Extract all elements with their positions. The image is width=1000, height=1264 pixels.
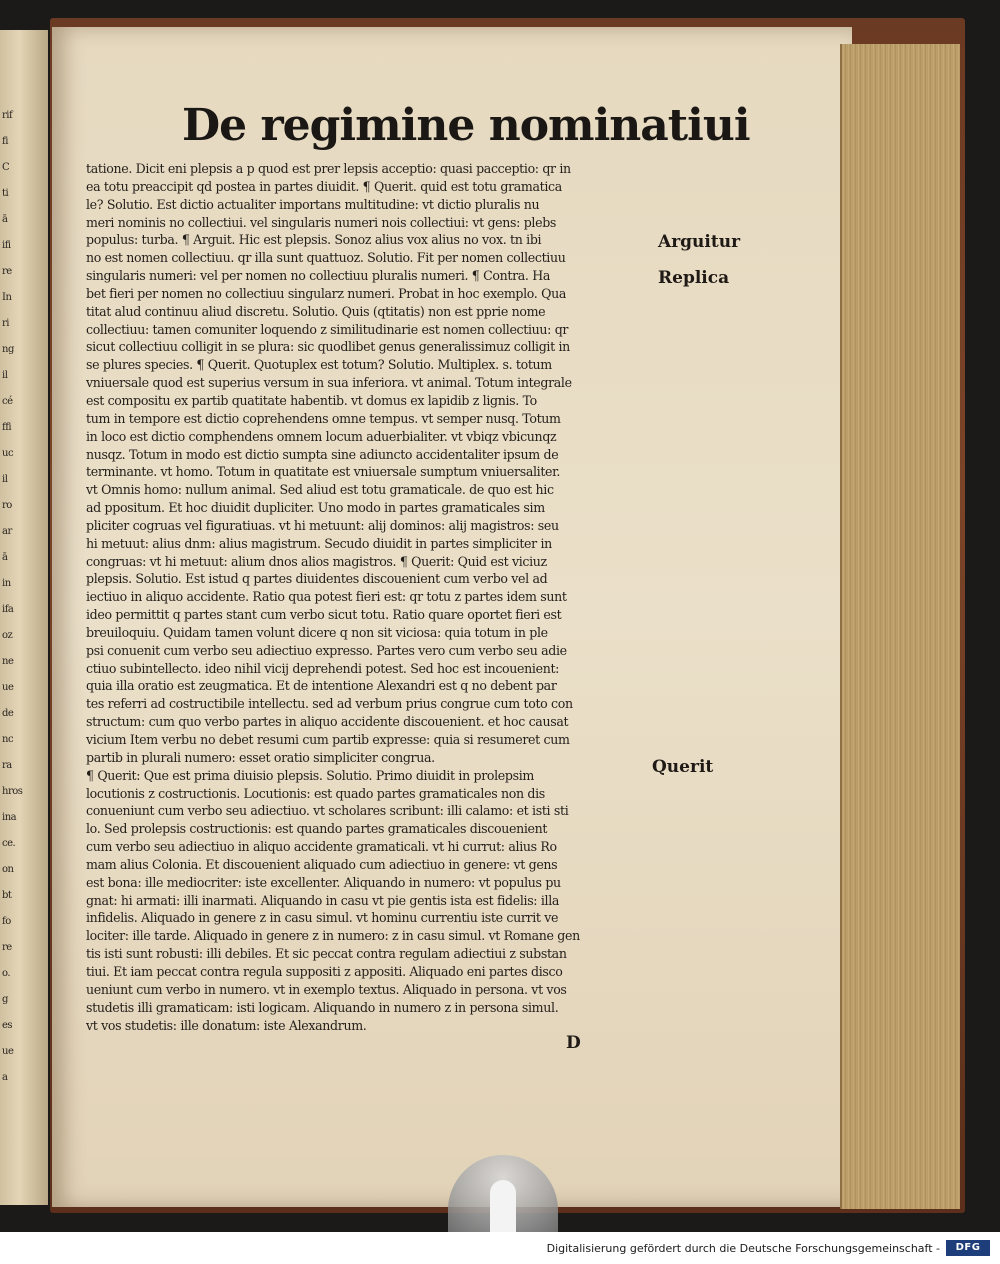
text-line: studetis illi gramaticam: isti logicam. Aliquando in numero z in persona simul.	[86, 999, 559, 1015]
text-line: in loco est dictio comphendens omnem locum aduerbialiter. vt vbiqz vbicunqz	[86, 428, 557, 444]
text-line: vt vos studetis: ille donatum: iste Alexandrum.	[86, 1017, 367, 1033]
text-line: psi conuenit cum verbo seu adiectiuo expresso. Partes vero cum verbo seu adie	[86, 642, 567, 658]
left-page-fragment: ifi	[2, 240, 11, 251]
left-page-fragment: ue	[2, 682, 14, 693]
footer-credit: Digitalisierung gefördert durch die Deutsche Forschungsgemeinschaft -	[546, 1242, 940, 1255]
left-page-fragment: fi	[2, 136, 8, 147]
text-line: singularis numeri: vel per nomen no collectiuu pluralis numeri. ¶ Contra. Ha	[86, 268, 551, 284]
marginal-note-querit: Querit	[652, 757, 714, 777]
text-line: gnat: hi armati: illi inarmati. Aliquando in casu vt pie gentis ista est fidelis: illa	[86, 892, 560, 908]
left-page-fragment: hros	[2, 786, 23, 797]
left-page-fragment: C	[2, 162, 10, 173]
text-line: ctiuo subintellecto. ideo nihil vicij deprehendi potest. Sed hoc est incouenient:	[86, 660, 560, 676]
dfg-logo: DFG	[946, 1240, 990, 1256]
text-line: le? Solutio. Est dictio actualiter importans multitudine: vt dictio pluralis nu	[86, 196, 540, 212]
text-line: ad ppositum. Et hoc diuidit dupliciter. Uno modo in partes gramaticales sim	[86, 500, 545, 516]
text-line: ¶ Querit: Que est prima diuisio plepsis. Solutio. Primo diuidit in prolepsim	[86, 767, 534, 783]
text-line: vt Omnis homo: nullum animal. Sed aliud est totu gramaticale. de quo est hic	[86, 482, 554, 498]
left-page-fragment: il	[2, 370, 8, 381]
text-line: congruas: vt hi metuut: alium dnos alios magistros. ¶ Querit: Quid est viciuz	[86, 553, 547, 569]
left-page-fragment: ā	[2, 552, 8, 563]
text-line: titat alud continuu aliud discretu. Solutio. Quis (qtitatis) non est pprie nome	[86, 303, 546, 319]
left-page-fragment: In	[2, 292, 12, 303]
left-page-fragment: de	[2, 708, 14, 719]
text-line: quia illa oratio est zeugmatica. Et de intentione Alexandri est q no debent par	[86, 678, 557, 694]
text-line: lo. Sed prolepsis costructionis: est quando partes gramaticales discouenient	[86, 821, 548, 837]
left-page-fragment: o.	[2, 968, 11, 979]
left-page-fragment: a	[2, 1072, 8, 1083]
text-line: se plures species. ¶ Querit. Quotuplex est totum? Solutio. Multiplex. s. totum	[86, 357, 552, 373]
text-line: est bona: ille mediocriter: iste excellenter. Aliquando in numero: vt populus pu	[86, 874, 561, 890]
text-line: est compositu ex partib quatitate habentib. vt domus ex lapidib z lignis. To	[86, 392, 537, 408]
left-page-fragment: oz	[2, 630, 13, 641]
text-line: locutionis z costructionis. Locutionis: est quado partes gramaticales non dis	[86, 785, 545, 801]
text-line: structum: cum quo verbo partes in aliquo accidente discouenient. et hoc causat	[86, 714, 569, 730]
left-page-fragment: fo	[2, 916, 11, 927]
left-page-edge	[0, 30, 48, 1205]
left-page-fragment: uc	[2, 448, 14, 459]
text-line: no est nomen collectiuu. qr illa sunt quattuoz. Solutio. Fit per nomen collectiuu	[86, 250, 566, 266]
left-page-fragment: rif	[2, 110, 13, 121]
left-page-fragment: ina	[2, 812, 17, 823]
text-line: vicium Item verbu no debet resumi cum partib expresse: quia si resumeret cum	[86, 732, 570, 747]
body-text	[86, 160, 656, 1034]
text-line: vniuersale quod est superius versum in sua inferiora. vt animal. Totum integrale	[86, 375, 572, 391]
text-line: sicut collectiuu colligit in se plura: sic quodlibet genus generalissimuz colligit in	[86, 339, 570, 355]
left-page-fragment: ā	[2, 214, 8, 225]
footer-bar	[0, 1232, 1000, 1264]
text-line: terminante. vt homo. Totum in quatitate est vniuersale sumptum vniuersaliter.	[86, 464, 561, 480]
left-page-fragment: in	[2, 578, 11, 589]
left-page-fragment: re	[2, 266, 12, 277]
text-line: lociter: ille tarde. Aliquado in genere z in numero: z in casu simul. vt Romane gen	[86, 928, 580, 944]
page-heading: De regimine nominatiui	[182, 100, 750, 151]
text-line: tiui. Et iam peccat contra regula suppositi z appositi. Aliquado eni partes disco	[86, 963, 563, 979]
left-page-fragment: on	[2, 864, 14, 875]
text-line: tatione. Dicit eni plepsis a p quod est prer lepsis acceptio: quasi pacceptio: qr in	[86, 161, 571, 176]
text-line: iectiuo in aliquo accidente. Ratio qua potest fieri est: qr totu z partes idem sunt	[86, 589, 567, 605]
left-page-fragment: il	[2, 474, 8, 485]
left-page-fragment: ffi	[2, 422, 12, 433]
text-line: infidelis. Aliquado in genere z in casu simul. vt hominu currentiu iste currit ve	[86, 910, 559, 926]
left-page-fragment: ce.	[2, 838, 16, 849]
left-page-fragment: ne	[2, 656, 14, 667]
marginal-note-replica: Replica	[658, 268, 730, 288]
left-page-fragment: g	[2, 994, 8, 1005]
left-page-fragment: ifa	[2, 604, 14, 615]
left-page-fragment: ro	[2, 500, 12, 511]
left-page-fragment: ue	[2, 1046, 14, 1057]
text-line: populus: turba. ¶ Arguit. Hic est plepsis. Sonoz alius vox alius no vox. tn ibi	[86, 232, 542, 248]
text-line: breuiloquiu. Quidam tamen volunt dicere q non sit viciosa: quia totum in ple	[86, 624, 548, 640]
text-line: cum verbo seu adiectiuo in aliquo accidente gramaticali. vt hi currut: alius Ro	[86, 839, 557, 855]
text-line: ea totu preaccipit qd postea in partes diuidit. ¶ Querit. quid est totu gramatica	[86, 178, 562, 194]
text-line: conueniunt cum verbo seu adiectiuo. vt scholares scribunt: illi calamo: et isti sti	[86, 803, 569, 819]
left-page-fragment: nc	[2, 734, 14, 745]
text-line: pliciter cogruas vel figuratiuas. vt hi metuunt: alij dominos: alij magistros: seu	[86, 517, 559, 533]
text-line: ueniunt cum verbo in numero. vt in exemplo textus. Aliquado in persona. vt vos	[86, 981, 567, 997]
text-line: ideo permittit q partes stant cum verbo sicut totu. Ratio quare oportet fieri est	[86, 607, 562, 623]
left-page-fragment: bt	[2, 890, 12, 901]
left-page-fragment: ri	[2, 318, 9, 329]
text-line: plepsis. Solutio. Est istud q partes diuidentes discouenient cum verbo vel ad	[86, 571, 548, 587]
text-line: partib in plurali numero: esset oratio simpliciter congrua.	[86, 749, 435, 765]
left-page-fragment: cé	[2, 396, 13, 407]
page-weight-slot	[490, 1180, 516, 1232]
left-page-fragment: es	[2, 1020, 13, 1031]
left-page-fragment: ng	[2, 344, 14, 355]
page-block-edges	[840, 44, 960, 1209]
text-line: nusqz. Totum in modo est dictio sumpta sine adiuncto accidentaliter ipsum de	[86, 446, 559, 462]
text-line: tes referri ad costructibile intellectu. sed ad verbum prius congrue cum toto con	[86, 696, 573, 712]
left-page-fragment: ti	[2, 188, 9, 199]
text-line: tis isti sunt robusti: illi debiles. Et sic peccat contra regulam adiectiui z substan	[86, 946, 567, 962]
left-page-fragment: ra	[2, 760, 12, 771]
signature-mark: D	[566, 1033, 581, 1053]
text-line: meri nominis no collectiui. vel singularis numeri nois collectiui: vt gens: plebs	[86, 214, 557, 230]
text-line: collectiuu: tamen comuniter loquendo z similitudinarie est nomen collectiuu: qr	[86, 321, 569, 337]
left-page-fragment: re	[2, 942, 12, 953]
marginal-note-arguitur: Arguitur	[658, 232, 741, 252]
text-line: hi metuut: alius dnm: alius magistrum. Secudo diuidit in partes simpliciter in	[86, 535, 552, 551]
text-line: bet fieri per nomen no collectiuu singularz numeri. Probat in hoc exemplo. Qua	[86, 285, 567, 301]
text-line: tum in tempore est dictio coprehendens omne tempus. vt semper nusq. Totum	[86, 410, 561, 426]
text-line: mam alius Colonia. Et discouenient aliquado cum adiectiuo in genere: vt gens	[86, 856, 558, 872]
left-page-fragment: ar	[2, 526, 12, 537]
